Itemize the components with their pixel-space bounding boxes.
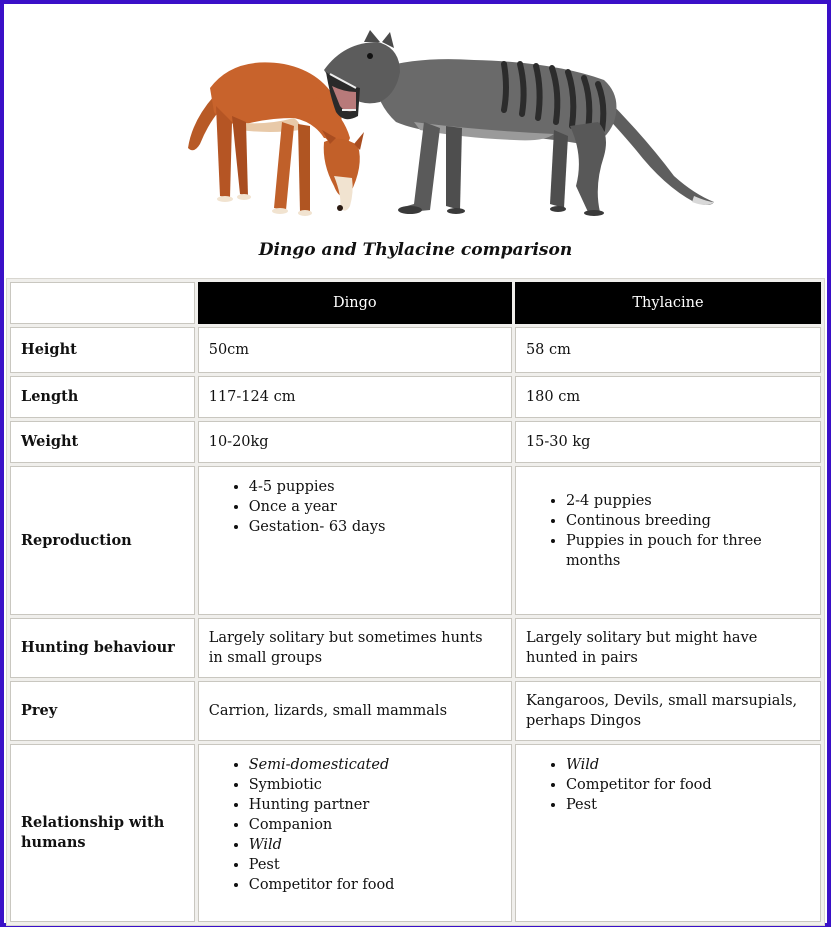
table-row — [10, 421, 821, 463]
list-item: • Puppies in pouch for three months — [566, 531, 810, 571]
row-label: Relationship with humans — [10, 744, 195, 922]
list-item: • Pest — [249, 855, 501, 875]
list-item: • Competitor for food — [566, 775, 810, 795]
dingo-weight: 10-20kg — [198, 421, 512, 463]
column-header-thylacine: Thylacine — [515, 282, 821, 324]
thylacine-hunting: Largely solitary but might have hunted in pairs — [515, 618, 821, 678]
row-label: Length — [10, 376, 195, 418]
thylacine-reproduction — [515, 466, 821, 615]
comparison-table — [6, 278, 825, 926]
list-item: • 4-5 puppies — [249, 477, 501, 497]
list-item: • Symbiotic — [249, 775, 501, 795]
table-row — [10, 618, 821, 678]
thylacine-weight: 15-30 kg — [515, 421, 821, 463]
header-corner — [10, 282, 195, 324]
comparison-figure — [4, 4, 827, 276]
table-header-row — [10, 282, 821, 324]
animals-illustration — [174, 26, 724, 226]
row-label: Weight — [10, 421, 195, 463]
thylacine-height: 58 cm — [515, 327, 821, 373]
list-item: • Continous breeding — [566, 511, 810, 531]
table-row — [10, 681, 821, 741]
dingo-prey: Carrion, lizards, small mammals — [198, 681, 512, 741]
column-header-dingo: Dingo — [198, 282, 512, 324]
list-item: • Once a year — [249, 497, 501, 517]
dingo-reproduction — [198, 466, 512, 615]
table-row — [10, 744, 821, 922]
thylacine-length: 180 cm — [515, 376, 821, 418]
table-row — [10, 466, 821, 615]
row-label: Hunting behaviour — [10, 618, 195, 678]
thylacine-relationship — [515, 744, 821, 922]
thylacine-image — [324, 30, 714, 216]
list-item: • Competitor for food — [249, 875, 501, 895]
dingo-relationship — [198, 744, 512, 922]
thylacine-prey: Kangaroos, Devils, small marsupials, perhaps Dingos — [515, 681, 821, 741]
row-label: Height — [10, 327, 195, 373]
list-item: • Wild — [566, 755, 810, 775]
dingo-relationship-list — [209, 755, 501, 895]
list-item: • 2-4 puppies — [566, 491, 810, 511]
dingo-height: 50cm — [198, 327, 512, 373]
list-item: • Gestation- 63 days — [249, 517, 501, 537]
list-item: • Wild — [249, 835, 501, 855]
dingo-reproduction-list — [209, 477, 501, 537]
table-row — [10, 327, 821, 373]
dingo-length: 117-124 cm — [198, 376, 512, 418]
dingo-hunting: Largely solitary but sometimes hunts in small groups — [198, 618, 512, 678]
row-label: Prey — [10, 681, 195, 741]
table-row — [10, 376, 821, 418]
thylacine-relationship-list — [526, 755, 810, 815]
figure-caption: Dingo and Thylacine comparison — [258, 240, 573, 260]
list-item: • Hunting partner — [249, 795, 501, 815]
list-item: • Companion — [249, 815, 501, 835]
list-item: • Semi-domesticated — [249, 755, 501, 775]
list-item: • Pest — [566, 795, 810, 815]
thylacine-reproduction-list — [526, 491, 810, 571]
row-label: Reproduction — [10, 466, 195, 615]
